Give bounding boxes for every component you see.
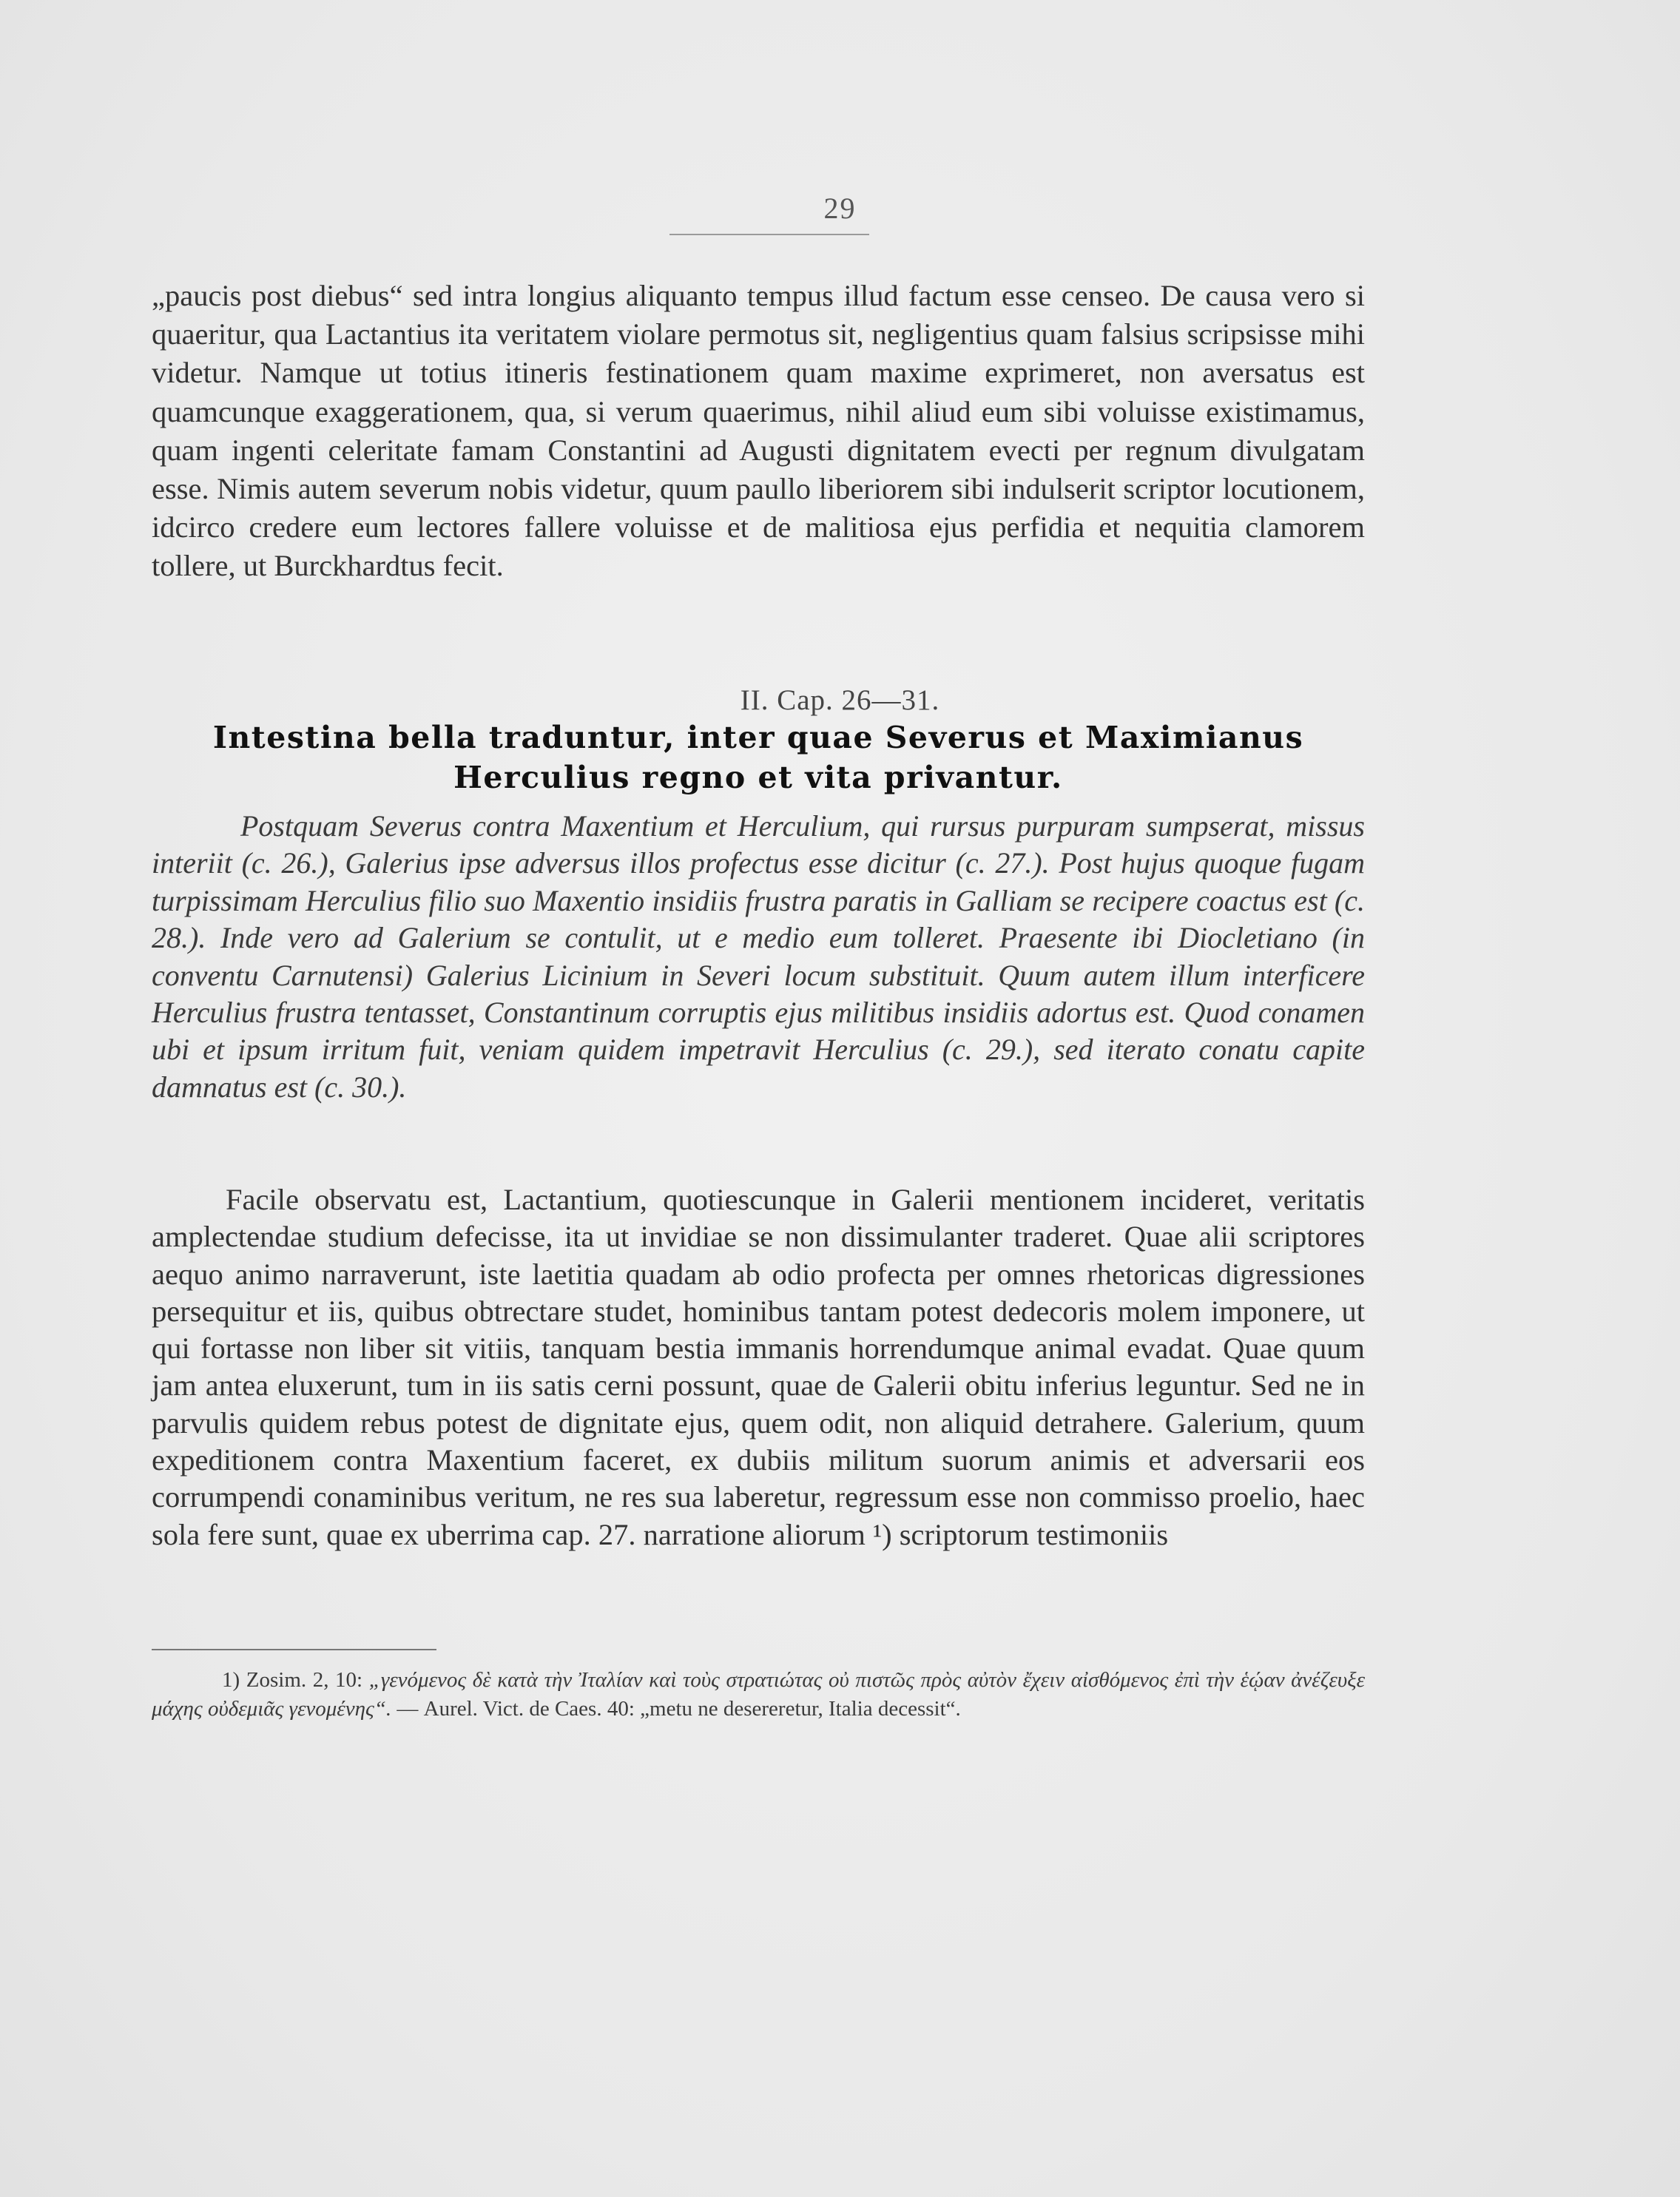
footnote-dash: — xyxy=(397,1697,419,1721)
intro-paragraph: „paucis post diebus“ sed intra longius aliquanto tempus illud factum esse censeo. De causa vero si quaeritur, qua Lactantius ita veritatem violare permotus sit, negligentius quam falsius scripsisse mihi videtur. Namque ut totius itineris festinationem quam maxime exprimeret, non aversatus est quamcunque exaggerationem, qua, si verum quaerimus, nihil aliud eum sibi voluisse existimamus, quam ingenti celeritate famam Constantini ad Augusti dignitatem evecti per regnum divulgatam esse. Nimis autem severum nobis videtur, quum paullo liberiorem sibi indulserit scriptor locutionem, idcirco credere eum lectores fallere voluisse et de malitiosa ejus perfidia et nequitia clamorem tollere, ut Burckhardtus fecit. xyxy=(152,279,1365,583)
page-number-rule xyxy=(669,234,869,235)
footnote-greek-quote: „γενόμενος δὲ κατὰ τὴν Ἰταλίαν καὶ τοὺς στρατιώτας οὐ πιστῶς πρὸς αὐτὸν ἔχειν αἰσθόμενος ἐπὶ τὴν ἑῴαν ἀνέζευξε μάχης οὐδεμιᾶς γενομένης“. xyxy=(152,1668,1366,1721)
body-paragraph: Facile observatu est, Lactantium, quotiescunque in Galerii mentionem incideret, veritatis amplectendae studium defecisse, ita ut invidiae se non dissimulanter traderet. Quae alii scriptores aequo animo narraverunt, iste laetitia quadam ab odio profecta per omnes rhetoricas digressiones persequitur et iis, quibus obtrectare studet, hominibus tantam potest dedecoris molem imponere, ut qui fortasse non liber sit vitiis, tanquam bestia immanis horrendumque animal evadat. Quae quum jam antea eluxerunt, tum in iis satis cerni possunt, quae de Galerii obitu inferius leguntur. Sed ne in parvulis quidem rebus potest de dignitate ejus, quem odit, non aliquid detrahere. Galerium, quum expeditionem contra Maxentium faceret, ex dubiis militum suorum animis et adversarii eos corrumpendi conaminibus veritum, ne res sua laberetur, regressum esse non commisso proelio, haec sola fere sunt, quae ex uberrima cap. 27. narratione aliorum ¹) scriptorum testimoniis xyxy=(152,1183,1365,1551)
section-heading: Intestina bella traduntur, inter quae Severus et Maximianus Herculius regno et vita privantur. xyxy=(212,720,1304,795)
chapter-reference: II. Cap. 26—31. xyxy=(740,684,940,716)
footnote-source-aurelius: Aurel. Vict. de Caes. 40: xyxy=(423,1697,635,1721)
footnote-latin-quote: „metu ne desereretur, Italia decessit“. xyxy=(640,1697,961,1721)
footnote xyxy=(152,1666,1365,1724)
footnote-rule xyxy=(152,1649,436,1650)
page-number: 29 xyxy=(823,192,857,225)
section-summary: Postquam Severus contra Maxentium et Herculium, qui rursus purpuram sumpserat, missus interiit (c. 26.), Galerius ipse adversus illos profectus esse dicitur (c. 27.). Post hujus quoque fugam turpissimam Herculius filio suo Maxentio insidiis frustra paratis in Galliam se recipere coactus est (c. 28.). Inde vero ad Galerium se contulit, ut e medio eum tolleret. Praesente ibi Diocletiano (in conventu Carnutensi) Galerius Licinium in Severi locum substituit. Quum autem illum interficere Herculius frustra tentasset, Constantinum corruptis ejus militibus insidiis adortus est. Quod conamen ubi et ipsum irritum fuit, veniam quidem impetravit Herculius (c. 29.), sed iterato conatu capite damnatus est (c. 30.). xyxy=(152,809,1365,1104)
footnote-mark: 1) xyxy=(222,1668,240,1692)
footnote-source-zosimus: Zosim. 2, 10: xyxy=(246,1668,363,1692)
